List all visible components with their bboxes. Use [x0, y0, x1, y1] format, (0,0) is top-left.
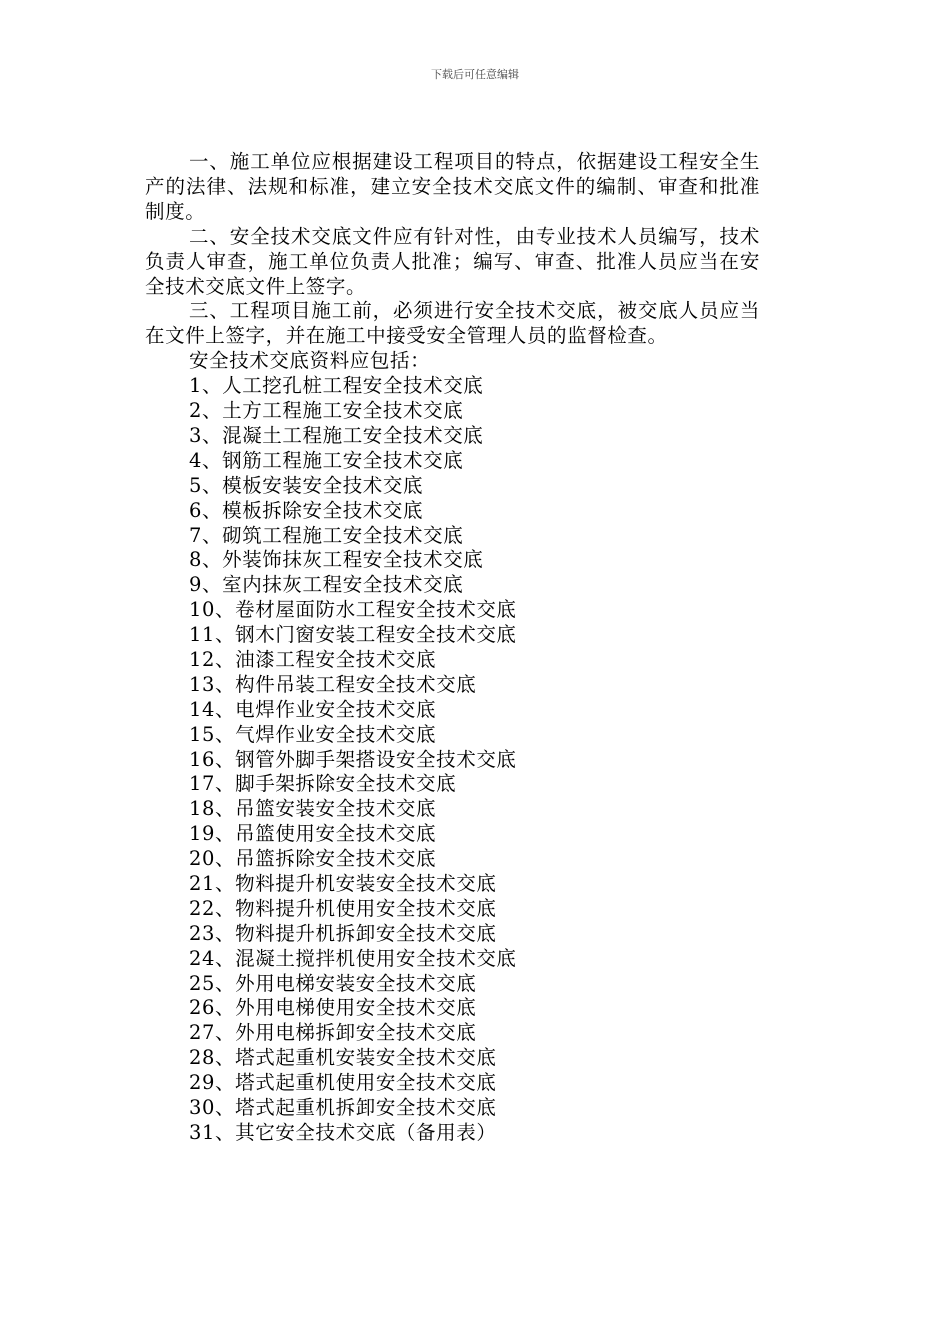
list-item: 16、钢管外脚手架搭设安全技术交底 [189, 747, 517, 771]
paragraph-3: 三、工程项目施工前，必须进行安全技术交底，被交底人员应当在文件上签字，并在施工中接受安全管理人员的监督检查。 [145, 299, 760, 348]
list-item: 8、外装饰抹灰工程安全技术交底 [189, 548, 484, 572]
list-item: 11、钢木门窗安装工程安全技术交底 [189, 623, 517, 647]
list-item: 19、吊篮使用安全技术交底 [189, 822, 437, 846]
list-item: 23、物料提升机拆卸安全技术交底 [189, 921, 497, 945]
list-item: 18、吊篮安装安全技术交底 [189, 797, 437, 821]
page-header-note: 下载后可任意编辑 [431, 68, 519, 81]
paragraph-2: 二、安全技术交底文件应有针对性，由专业技术人员编写，技术负责人审查，施工单位负责人批准；编写、审查、批准人员应当在安全技术交底文件上签字。 [145, 224, 760, 298]
disclosure-list [145, 374, 760, 1146]
list-item: 7、砌筑工程施工安全技术交底 [189, 523, 464, 547]
list-item: 27、外用电梯拆卸安全技术交底 [189, 1021, 477, 1045]
list-item: 24、混凝土搅拌机使用安全技术交底 [189, 946, 517, 970]
list-item: 22、物料提升机使用安全技术交底 [189, 896, 497, 920]
list-item: 21、物料提升机安装安全技术交底 [189, 871, 497, 895]
document-body [145, 150, 760, 1146]
list-item: 14、电焊作业安全技术交底 [189, 697, 437, 721]
paragraph-1: 一、施工单位应根据建设工程项目的特点，依据建设工程安全生产的法律、法规和标准，建立安全技术交底文件的编制、审查和批准制度。 [145, 150, 760, 223]
list-item: 12、油漆工程安全技术交底 [189, 647, 437, 671]
list-item: 10、卷材屋面防水工程安全技术交底 [189, 598, 517, 622]
list-item: 25、外用电梯安装安全技术交底 [189, 971, 477, 995]
list-item: 29、塔式起重机使用安全技术交底 [189, 1071, 497, 1095]
list-item: 28、塔式起重机安装安全技术交底 [189, 1046, 497, 1070]
list-item: 15、气焊作业安全技术交底 [189, 722, 437, 746]
list-item: 9、室内抹灰工程安全技术交底 [189, 573, 464, 597]
list-item: 26、外用电梯使用安全技术交底 [189, 996, 477, 1020]
list-item: 5、模板安装安全技术交底 [189, 473, 424, 497]
list-item: 6、模板拆除安全技术交底 [189, 498, 424, 522]
list-item: 17、脚手架拆除安全技术交底 [189, 772, 457, 796]
list-item: 13、构件吊装工程安全技术交底 [189, 672, 477, 696]
list-intro: 安全技术交底资料应包括： [189, 349, 431, 373]
list-item: 4、钢筋工程施工安全技术交底 [189, 448, 464, 472]
list-item: 1、人工挖孔桩工程安全技术交底 [189, 374, 484, 398]
list-item: 2、土方工程施工安全技术交底 [189, 399, 464, 423]
list-item: 31、其它安全技术交底（备用表） [189, 1120, 497, 1144]
list-item: 20、吊篮拆除安全技术交底 [189, 847, 437, 871]
list-item: 3、混凝土工程施工安全技术交底 [189, 423, 484, 447]
list-item: 30、塔式起重机拆卸安全技术交底 [189, 1095, 497, 1119]
